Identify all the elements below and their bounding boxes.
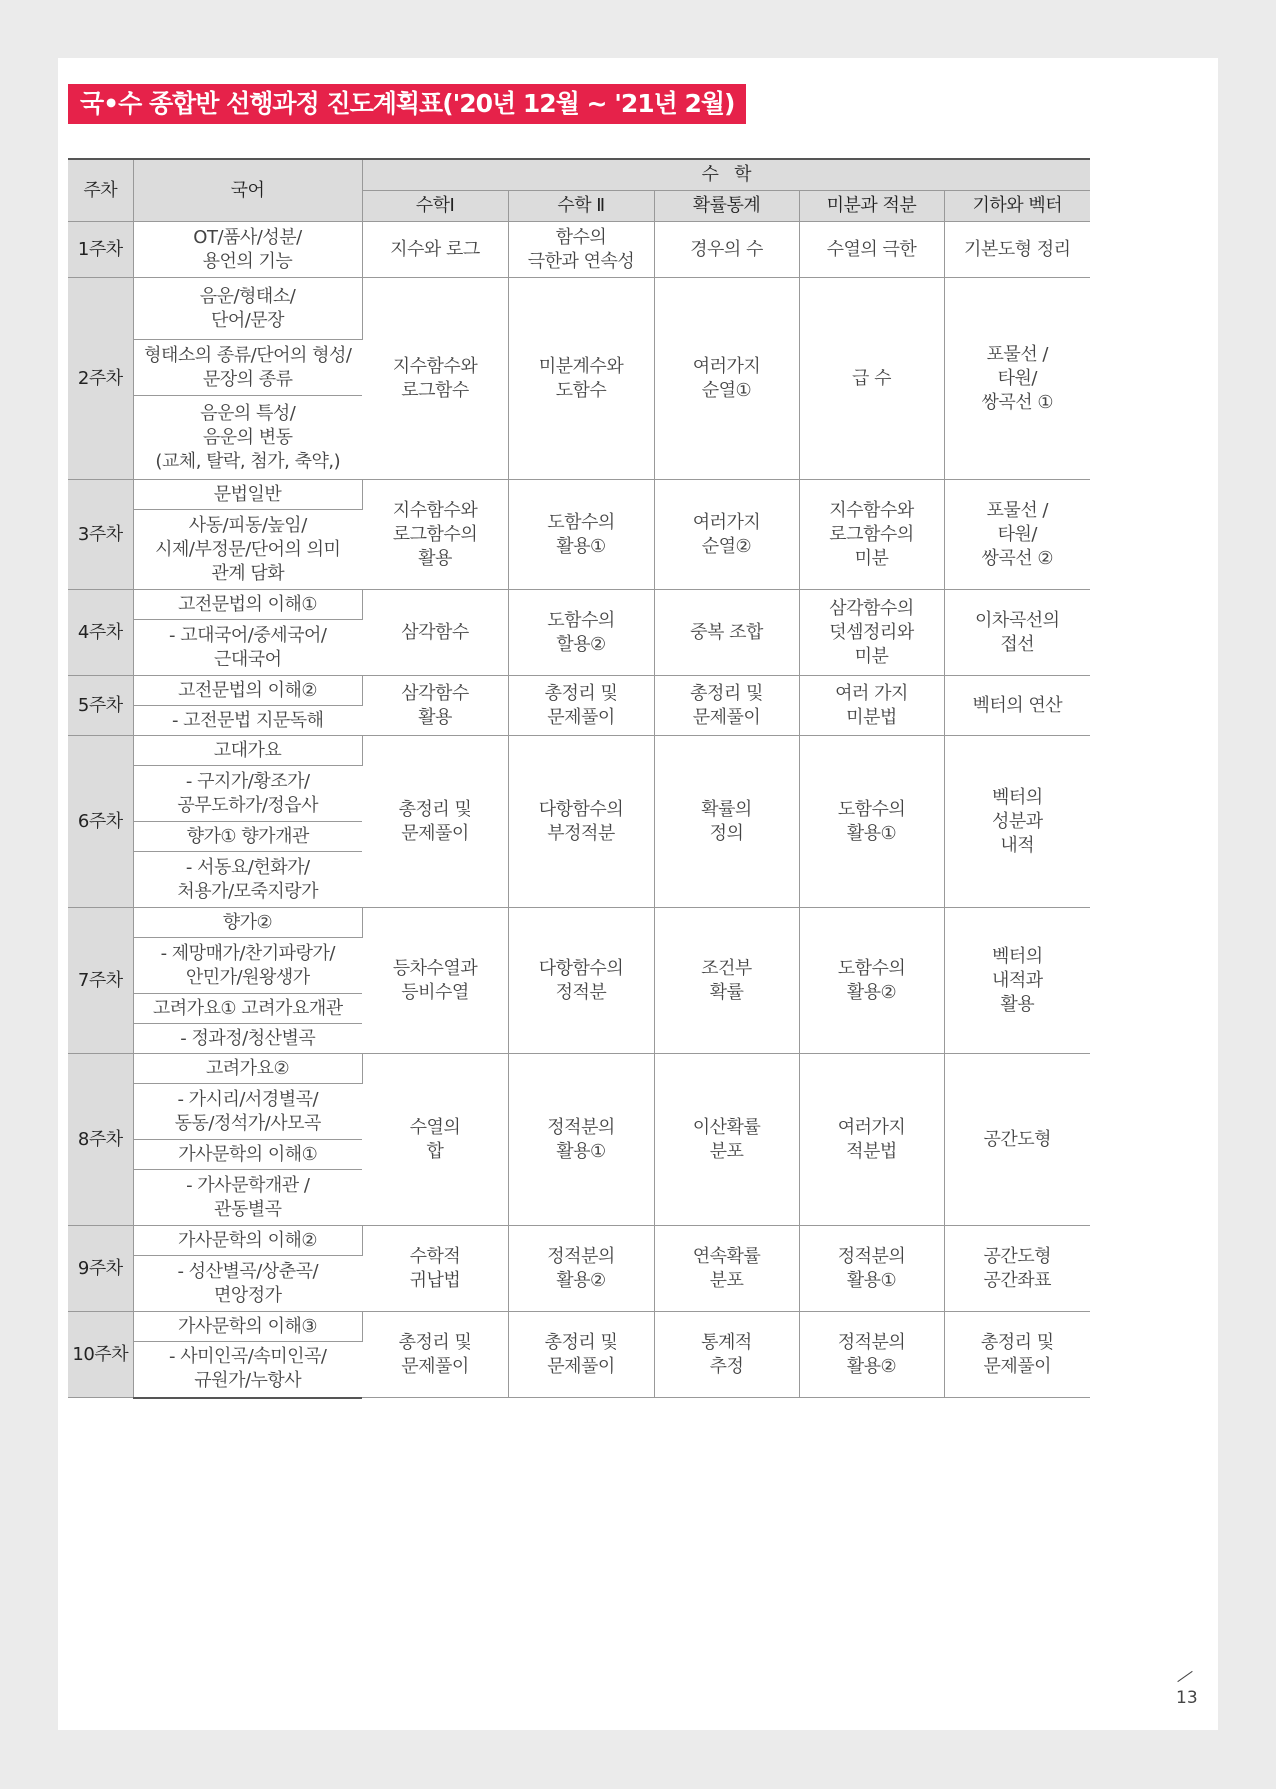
korean-topic: 고려가요① 고려가요개관 <box>133 994 362 1024</box>
korean-topic: 사동/피동/높임/ 시제/부정문/단어의 의미 관계 담화 <box>133 510 362 590</box>
calculus-topic: 정적분의 활용② <box>799 1312 944 1398</box>
math1-topic: 지수함수와 로그함수 <box>362 278 508 480</box>
korean-topic: - 사미인곡/속미인곡/ 규원가/누항사 <box>133 1342 362 1398</box>
probability-topic: 경우의 수 <box>654 222 799 278</box>
korean-topic: 향가① 향가개관 <box>133 822 362 852</box>
korean-topic: - 성산별곡/상춘곡/ 면앙정가 <box>133 1256 362 1312</box>
geometry-topic: 포물선 / 타원/ 쌍곡선 ② <box>944 480 1090 590</box>
header-korean: 국어 <box>133 159 362 222</box>
table-row <box>68 736 1090 766</box>
table-row <box>68 222 1090 278</box>
math1-topic: 삼각함수 <box>362 590 508 676</box>
calculus-topic: 여러가지 적분법 <box>799 1054 944 1226</box>
korean-topic: OT/품사/성분/ 용언의 기능 <box>133 222 362 278</box>
math2-topic: 정적분의 활용② <box>508 1226 654 1312</box>
korean-topic: - 가사문학개관 / 관동별곡 <box>133 1170 362 1226</box>
progress-plan-table <box>68 158 1090 1399</box>
math2-topic: 함수의 극한과 연속성 <box>508 222 654 278</box>
probability-topic: 통계적 추정 <box>654 1312 799 1398</box>
korean-topic: 가사문학의 이해① <box>133 1140 362 1170</box>
header-math-1: 수학Ⅰ <box>362 191 508 222</box>
korean-topic: 향가② <box>133 908 362 938</box>
korean-topic: 고전문법의 이해① <box>133 590 362 620</box>
header-geometry: 기하와 벡터 <box>944 191 1090 222</box>
probability-topic: 총정리 및 문제풀이 <box>654 676 799 736</box>
calculus-topic: 삼각함수의 덧셈정리와 미분 <box>799 590 944 676</box>
page-title: 국•수 종합반 선행과정 진도계획표('20년 12월 ~ '21년 2월) <box>68 84 746 124</box>
table-row <box>68 1054 1090 1084</box>
week-label: 8주차 <box>68 1054 133 1226</box>
math1-topic: 등차수열과 등비수열 <box>362 908 508 1054</box>
korean-topic: - 가시리/서경별곡/ 동동/정석가/사모곡 <box>133 1084 362 1140</box>
page-number: 13 <box>1176 1688 1198 1708</box>
table-row <box>68 590 1090 620</box>
geometry-topic: 벡터의 연산 <box>944 676 1090 736</box>
math2-topic: 정적분의 활용① <box>508 1054 654 1226</box>
korean-topic: 고대가요 <box>133 736 362 766</box>
week-label: 1주차 <box>68 222 133 278</box>
probability-topic: 여러가지 순열② <box>654 480 799 590</box>
header-probability: 확률통계 <box>654 191 799 222</box>
table-row <box>68 676 1090 706</box>
header-math-2: 수학 Ⅱ <box>508 191 654 222</box>
table-row <box>68 1226 1090 1256</box>
geometry-topic: 이차곡선의 접선 <box>944 590 1090 676</box>
probability-topic: 연속확률 분포 <box>654 1226 799 1312</box>
math2-topic: 다항함수의 정적분 <box>508 908 654 1054</box>
korean-topic: 고전문법의 이해② <box>133 676 362 706</box>
geometry-topic: 공간도형 <box>944 1054 1090 1226</box>
math1-topic: 총정리 및 문제풀이 <box>362 736 508 908</box>
calculus-topic: 정적분의 활용① <box>799 1226 944 1312</box>
calculus-topic: 여러 가지 미분법 <box>799 676 944 736</box>
korean-topic: - 구지가/황조가/ 공무도하가/정읍사 <box>133 766 362 822</box>
korean-topic: - 고대국어/중세국어/ 근대국어 <box>133 620 362 676</box>
math2-topic: 도함수의 활용① <box>508 480 654 590</box>
week-label: 6주차 <box>68 736 133 908</box>
geometry-topic: 기본도형 정리 <box>944 222 1090 278</box>
math1-topic: 삼각함수 활용 <box>362 676 508 736</box>
probability-topic: 이산확률 분포 <box>654 1054 799 1226</box>
probability-topic: 중복 조합 <box>654 590 799 676</box>
math2-topic: 미분계수와 도함수 <box>508 278 654 480</box>
week-label: 4주차 <box>68 590 133 676</box>
probability-topic: 여러가지 순열① <box>654 278 799 480</box>
geometry-topic: 벡터의 성분과 내적 <box>944 736 1090 908</box>
korean-topic: 문법일반 <box>133 480 362 510</box>
korean-topic: 가사문학의 이해③ <box>133 1312 362 1342</box>
math1-topic: 총정리 및 문제풀이 <box>362 1312 508 1398</box>
korean-topic: 음운/형태소/ 단어/문장 <box>133 278 362 340</box>
table-row <box>68 908 1090 938</box>
geometry-topic: 총정리 및 문제풀이 <box>944 1312 1090 1398</box>
calculus-topic: 도함수의 활용① <box>799 736 944 908</box>
korean-topic: - 정과정/청산별곡 <box>133 1024 362 1054</box>
week-label: 5주차 <box>68 676 133 736</box>
korean-topic: 형태소의 종류/단어의 형성/ 문장의 종류 <box>133 340 362 396</box>
math1-topic: 지수와 로그 <box>362 222 508 278</box>
header-week: 주차 <box>68 159 133 222</box>
calculus-topic: 수열의 극한 <box>799 222 944 278</box>
math1-topic: 수학적 귀납법 <box>362 1226 508 1312</box>
korean-topic: - 서동요/헌화가/ 처용가/모죽지랑가 <box>133 852 362 908</box>
week-label: 7주차 <box>68 908 133 1054</box>
math2-topic: 총정리 및 문제풀이 <box>508 1312 654 1398</box>
korean-topic: 음운의 특성/ 음운의 변동 (교체, 탈락, 첨가, 축약,) <box>133 396 362 480</box>
table-body <box>68 222 1090 1398</box>
geometry-topic: 벡터의 내적과 활용 <box>944 908 1090 1054</box>
korean-topic: - 제망매가/찬기파랑가/ 안민가/원왕생가 <box>133 938 362 994</box>
math2-topic: 다항함수의 부정적분 <box>508 736 654 908</box>
probability-topic: 조건부 확률 <box>654 908 799 1054</box>
math1-topic: 지수함수와 로그함수의 활용 <box>362 480 508 590</box>
calculus-topic: 지수함수와 로그함수의 미분 <box>799 480 944 590</box>
table-row <box>68 278 1090 340</box>
header-calculus: 미분과 적분 <box>799 191 944 222</box>
math2-topic: 총정리 및 문제풀이 <box>508 676 654 736</box>
geometry-topic: 공간도형 공간좌표 <box>944 1226 1090 1312</box>
geometry-topic: 포물선 / 타원/ 쌍곡선 ① <box>944 278 1090 480</box>
calculus-topic: 급 수 <box>799 278 944 480</box>
korean-topic: - 고전문법 지문독해 <box>133 706 362 736</box>
korean-topic: 고려가요② <box>133 1054 362 1084</box>
probability-topic: 확률의 정의 <box>654 736 799 908</box>
header-math: 수 학 <box>362 159 1090 191</box>
week-label: 9주차 <box>68 1226 133 1312</box>
week-label: 10주차 <box>68 1312 133 1398</box>
table-row <box>68 1312 1090 1342</box>
math2-topic: 도함수의 할용② <box>508 590 654 676</box>
calculus-topic: 도함수의 활용② <box>799 908 944 1054</box>
table-row <box>68 480 1090 510</box>
math1-topic: 수열의 합 <box>362 1054 508 1226</box>
week-label: 3주차 <box>68 480 133 590</box>
korean-topic: 가사문학의 이해② <box>133 1226 362 1256</box>
week-label: 2주차 <box>68 278 133 480</box>
